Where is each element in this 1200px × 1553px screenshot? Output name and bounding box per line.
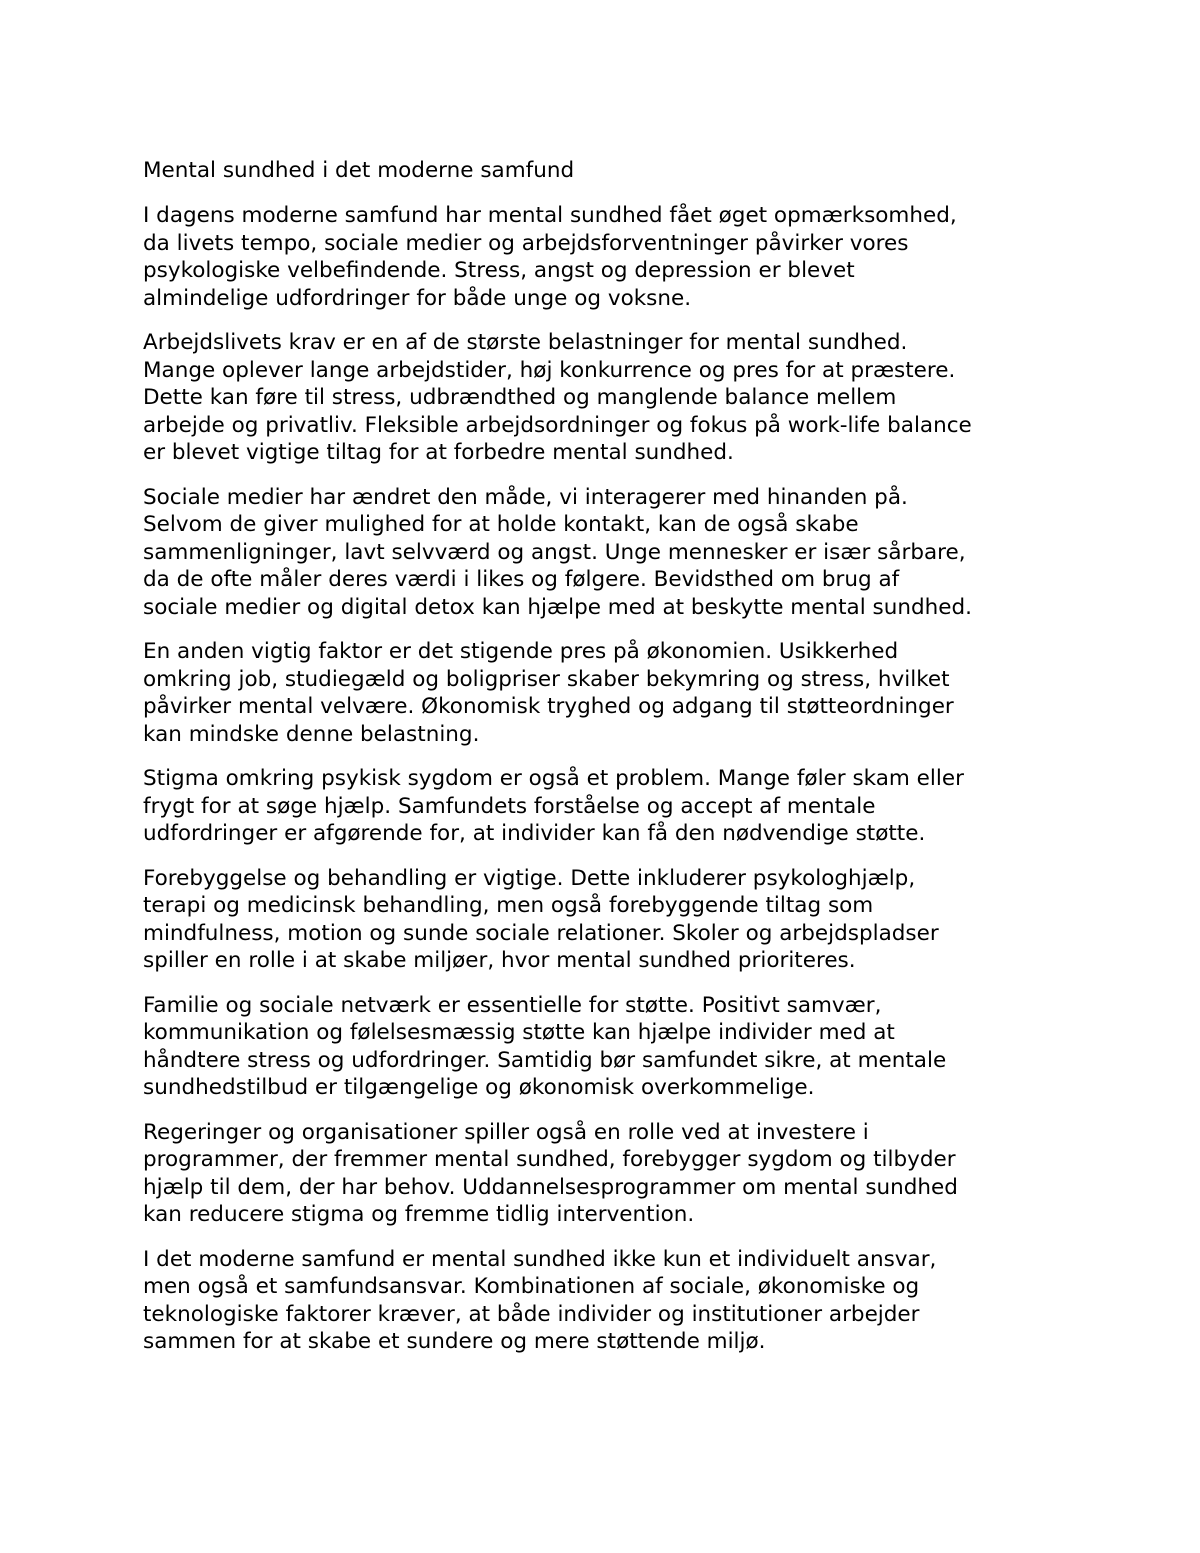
paragraph	[143, 992, 1063, 1102]
text-line: sundhedstilbud er tilgængelige og økonomisk overkommelige.	[143, 1075, 815, 1100]
text-line: programmer, der fremmer mental sundhed, forebygger sygdom og tilbyder	[143, 1147, 956, 1172]
paragraph	[143, 484, 1063, 622]
text-line: psykologiske velbefindende. Stress, angst og depression er blevet	[143, 258, 855, 283]
text-line: En anden vigtig faktor er det stigende pres på økonomien. Usikkerhed	[143, 639, 899, 664]
document-title: Mental sundhed i det moderne samfund	[143, 158, 575, 183]
text-line: kan mindske denne belastning.	[143, 721, 480, 747]
text-line: sammen for at skabe et sundere og mere støttende miljø.	[143, 1329, 766, 1354]
text-line: spiller en rolle i at skabe miljøer, hvor mental sundhed prioriteres.	[143, 948, 856, 973]
paragraph	[143, 1119, 1063, 1229]
document-body	[143, 202, 1063, 1356]
text-line: I dagens moderne samfund har mental sundhed fået øget opmærksomhed,	[143, 203, 957, 228]
text-line: mindfulness, motion og sunde sociale relationer. Skoler og arbejdspladser	[143, 920, 939, 946]
text-line: hjælp til dem, der har behov. Uddannelsesprogrammer om mental sundhed	[143, 1174, 958, 1200]
text-line: teknologiske faktorer kræver, at både individer og institutioner arbejder	[143, 1301, 920, 1327]
text-line: Dette kan føre til stress, udbrændthed og manglende balance mellem	[143, 385, 897, 410]
text-line: omkring job, studiegæld og boligpriser skaber bekymring og stress, hvilket	[143, 666, 950, 692]
text-line: da livets tempo, sociale medier og arbejdsforventninger påvirker vores	[143, 230, 909, 256]
text-line: Familie og sociale netværk er essentielle for støtte. Positivt samvær,	[143, 992, 882, 1018]
text-line: Forebyggelse og behandling er vigtige. Dette inkluderer psykologhjælp,	[143, 865, 916, 891]
paragraph	[143, 765, 1063, 848]
text-line: Arbejdslivets krav er en af de største belastninger for mental sundhed.	[143, 330, 908, 355]
text-line: sammenligninger, lavt selvværd og angst. Unge mennesker er især sårbare,	[143, 539, 966, 565]
text-line: er blevet vigtige tiltag for at forbedre mental sundhed.	[143, 440, 734, 465]
document-page	[143, 157, 1063, 1373]
text-line: Regeringer og organisationer spiller også en rolle ved at investere i	[143, 1119, 869, 1145]
paragraph	[143, 329, 1063, 467]
text-line: udfordringer er afgørende for, at individer kan få den nødvendige støtte.	[143, 821, 926, 846]
text-line: Mange oplever lange arbejdstider, høj konkurrence og pres for at præstere.	[143, 357, 956, 383]
text-line: sociale medier og digital detox kan hjælpe med at beskytte mental sundhed.	[143, 594, 972, 620]
text-line: Selvom de giver mulighed for at holde kontakt, kan de også skabe	[143, 512, 859, 537]
text-line: kan reducere stigma og fremme tidlig intervention.	[143, 1202, 695, 1227]
text-line: almindelige udfordringer for både unge og voksne.	[143, 285, 692, 311]
text-line: men også et samfundsansvar. Kombinationen af sociale, økonomiske og	[143, 1274, 920, 1299]
text-line: da de ofte måler deres værdi i likes og følgere. Bevidsthed om brug af	[143, 567, 900, 592]
text-line: håndtere stress og udfordringer. Samtidig bør samfundet sikre, at mentale	[143, 1047, 947, 1073]
paragraph	[143, 638, 1063, 748]
text-line: Stigma omkring psykisk sygdom er også et problem. Mange føler skam eller	[143, 766, 964, 791]
text-line: kommunikation og følelsesmæssig støtte kan hjælpe individer med at	[143, 1020, 895, 1045]
paragraph	[143, 865, 1063, 975]
text-line: terapi og medicinsk behandling, men også forebyggende tiltag som	[143, 893, 874, 918]
text-line: påvirker mental velvære. Økonomisk tryghed og adgang til støtteordninger	[143, 694, 954, 719]
text-line: arbejde og privatliv. Fleksible arbejdsordninger og fokus på work-life balance	[143, 412, 972, 438]
text-line: Sociale medier har ændret den måde, vi interagerer med hinanden på.	[143, 484, 908, 510]
paragraph	[143, 202, 1063, 312]
text-line: frygt for at søge hjælp. Samfundets forståelse og accept af mentale	[143, 793, 876, 819]
paragraph	[143, 1246, 1063, 1356]
text-line: I det moderne samfund er mental sundhed ikke kun et individuelt ansvar,	[143, 1246, 937, 1272]
